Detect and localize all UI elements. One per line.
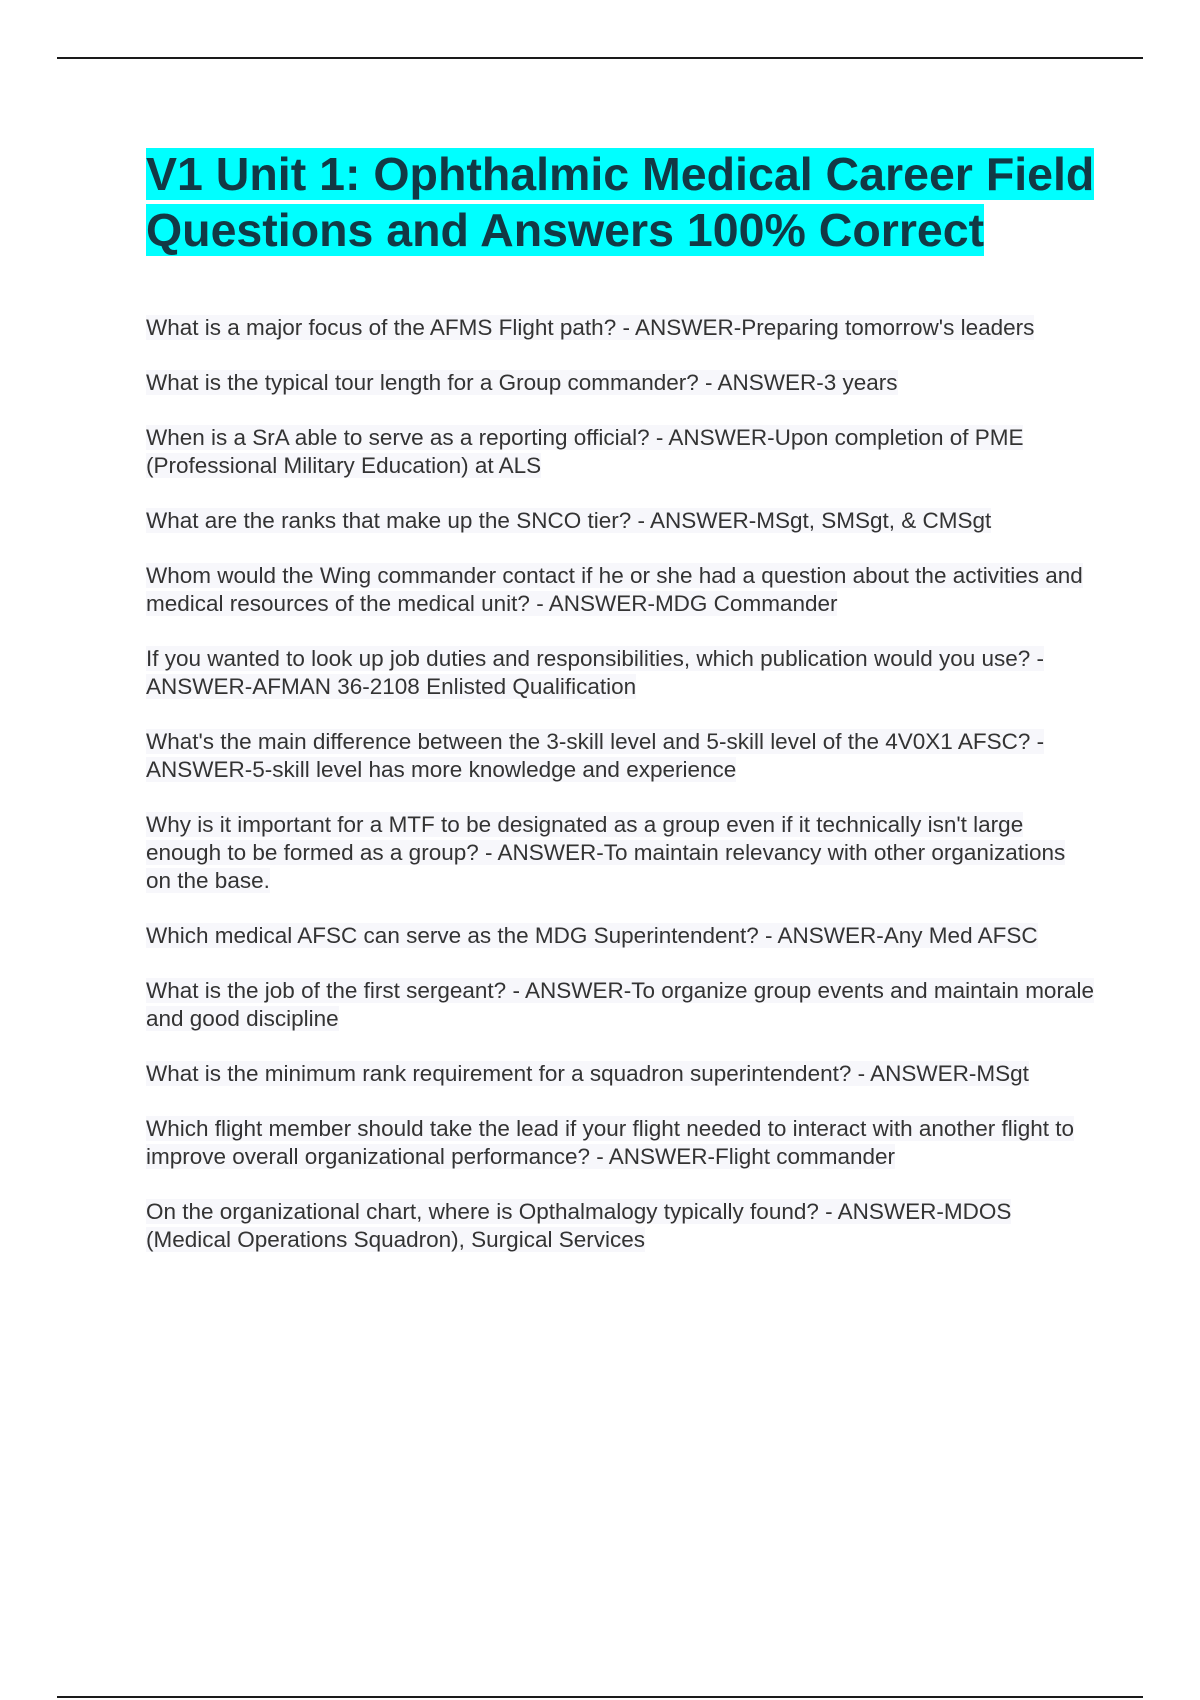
qa-item: [146, 507, 1096, 535]
title-highlight: V1 Unit 1: Ophthalmic Medical Career Field Questions and Answers 100% Correct: [146, 148, 1095, 256]
qa-text: What is the typical tour length for a Group commander? - ANSWER-3 years: [146, 370, 898, 395]
qa-text: What are the ranks that make up the SNCO tier? - ANSWER-MSgt, SMSgt, & CMSgt: [146, 508, 992, 533]
qa-text: Why is it important for a MTF to be designated as a group even if it technically isn't large enough to be formed as a group? - ANSWER-To maintain relevancy with other organizations on the base.: [146, 812, 1066, 893]
qa-item: [146, 424, 1096, 480]
qa-item: [146, 811, 1096, 895]
qa-item: [146, 1198, 1096, 1254]
qa-item: [146, 645, 1096, 701]
qa-text: What is a major focus of the AFMS Flight path? - ANSWER-Preparing tomorrow's leaders: [146, 315, 1035, 340]
qa-item: [146, 922, 1096, 950]
document-body: [146, 146, 1096, 1281]
qa-item: [146, 1060, 1096, 1088]
qa-list: [146, 314, 1096, 1254]
document-title: [146, 146, 1096, 258]
qa-item: [146, 977, 1096, 1033]
qa-text: What is the minimum rank requirement for a squadron superintendent? - ANSWER-MSgt: [146, 1061, 1029, 1086]
qa-item: [146, 369, 1096, 397]
qa-text: What is the job of the first sergeant? - ANSWER-To organize group events and maintain morale and good discipline: [146, 978, 1094, 1031]
qa-item: [146, 314, 1096, 342]
qa-text: Whom would the Wing commander contact if he or she had a question about the activities and medical resources of the medical unit? - ANSWER-MDG Commander: [146, 563, 1083, 616]
qa-text: What's the main difference between the 3-skill level and 5-skill level of the 4V0X1 AFSC? - ANSWER-5-skill level has more knowledge and experience: [146, 729, 1045, 782]
qa-item: [146, 728, 1096, 784]
qa-text: When is a SrA able to serve as a reporting official? - ANSWER-Upon completion of PME (Professional Military Education) at ALS: [146, 425, 1024, 478]
qa-text: On the organizational chart, where is Opthalmalogy typically found? - ANSWER-MDOS (Medical Operations Squadron), Surgical Services: [146, 1199, 1012, 1252]
qa-item: [146, 562, 1096, 618]
top-rule: [57, 57, 1143, 59]
qa-text: If you wanted to look up job duties and responsibilities, which publication would you use? - ANSWER-AFMAN 36-2108 Enlisted Qualification: [146, 646, 1045, 699]
qa-text: Which flight member should take the lead if your flight needed to interact with another flight to improve overall organizational performance? - ANSWER-Flight commander: [146, 1116, 1075, 1169]
bottom-rule: [57, 1696, 1143, 1698]
qa-item: [146, 1115, 1096, 1171]
qa-text: Which medical AFSC can serve as the MDG Superintendent? - ANSWER-Any Med AFSC: [146, 923, 1038, 948]
